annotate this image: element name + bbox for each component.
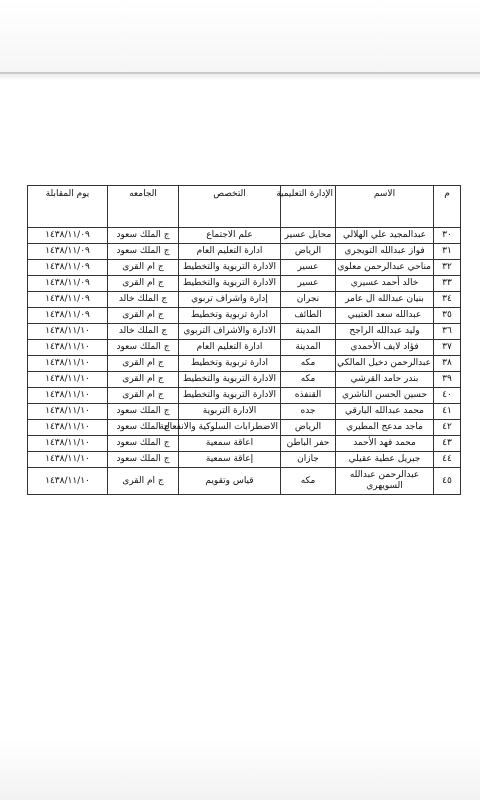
cell-interview-date: ١٤٣٨/١١/٠٩ bbox=[28, 292, 108, 308]
cell-specialization: ادارة التعليم العام bbox=[179, 340, 281, 356]
table-row bbox=[28, 308, 461, 324]
cell-name: مناحي عبدالرحمن معلوي bbox=[336, 260, 434, 276]
cell-university: ج الملك سعود bbox=[108, 228, 179, 244]
cell-university: ج الملك سعود bbox=[108, 420, 179, 436]
cell-number: ٤٣ bbox=[434, 436, 461, 452]
cell-number: ٣٧ bbox=[434, 340, 461, 356]
cell-number: ٣١ bbox=[434, 244, 461, 260]
cell-admin: جده bbox=[281, 404, 336, 420]
cell-name: عبدالرحمن دخيل المالكي bbox=[336, 356, 434, 372]
cell-interview-date: ١٤٣٨/١١/١٠ bbox=[28, 372, 108, 388]
cell-admin: مكه bbox=[281, 356, 336, 372]
cell-admin: عسير bbox=[281, 260, 336, 276]
cell-admin: المدينة bbox=[281, 340, 336, 356]
cell-interview-date: ١٤٣٨/١١/١٠ bbox=[28, 436, 108, 452]
cell-number: ٣٩ bbox=[434, 372, 461, 388]
cell-specialization: الادارة والاشراف التربوي bbox=[179, 324, 281, 340]
cell-interview-date: ١٤٣٨/١١/١٠ bbox=[28, 340, 108, 356]
col-header-name: الاسم bbox=[336, 186, 434, 228]
cell-university: ج الملك سعود bbox=[108, 244, 179, 260]
cell-number: ٣٢ bbox=[434, 260, 461, 276]
cell-interview-date: ١٤٣٨/١١/١٠ bbox=[28, 468, 108, 495]
table-row bbox=[28, 228, 461, 244]
cell-admin: محايل عسير bbox=[281, 228, 336, 244]
cell-admin: نجران bbox=[281, 292, 336, 308]
cell-number: ٣٦ bbox=[434, 324, 461, 340]
cell-university: ج الملك سعود bbox=[108, 340, 179, 356]
cell-interview-date: ١٤٣٨/١١/٠٩ bbox=[28, 260, 108, 276]
cell-specialization: علم الاجتماع bbox=[179, 228, 281, 244]
cell-specialization: ادارة تربوية وتخطيط bbox=[179, 356, 281, 372]
cell-university: ج ام القرى bbox=[108, 388, 179, 404]
table-row bbox=[28, 404, 461, 420]
cell-university: ج ام القرى bbox=[108, 276, 179, 292]
cell-admin: الرياض bbox=[281, 420, 336, 436]
cell-university: ج الملك سعود bbox=[108, 404, 179, 420]
table-row bbox=[28, 276, 461, 292]
cell-name: عبدالله سعد العتيبي bbox=[336, 308, 434, 324]
table-row bbox=[28, 468, 461, 495]
cell-admin: الطائف bbox=[281, 308, 336, 324]
cell-interview-date: ١٤٣٨/١١/٠٩ bbox=[28, 244, 108, 260]
cell-number: ٣٤ bbox=[434, 292, 461, 308]
cell-admin: مكه bbox=[281, 372, 336, 388]
cell-specialization: قياس وتقويم bbox=[179, 468, 281, 495]
cell-specialization: الاضطرابات السلوكية والانفعالية bbox=[179, 420, 281, 436]
cell-number: ٣٨ bbox=[434, 356, 461, 372]
cell-number: ٤٥ bbox=[434, 468, 461, 495]
cell-university: ج الملك سعود bbox=[108, 452, 179, 468]
cell-number: ٣٣ bbox=[434, 276, 461, 292]
cell-admin: القنفذه bbox=[281, 388, 336, 404]
cell-interview-date: ١٤٣٨/١١/١٠ bbox=[28, 452, 108, 468]
cell-name: فواز عبدالله التويجري bbox=[336, 244, 434, 260]
cell-admin: المدينة bbox=[281, 324, 336, 340]
col-header-university: الجامعه bbox=[108, 186, 179, 228]
cell-name: فؤاد لايف الأحمدي bbox=[336, 340, 434, 356]
cell-university: ج ام القرى bbox=[108, 356, 179, 372]
cell-interview-date: ١٤٣٨/١١/٠٩ bbox=[28, 276, 108, 292]
cell-admin: جازان bbox=[281, 452, 336, 468]
cell-number: ٣٠ bbox=[434, 228, 461, 244]
cell-specialization: اعاقة سمعية bbox=[179, 436, 281, 452]
cell-specialization: ادارة تربوية وتخطيط bbox=[179, 308, 281, 324]
cell-name: محمد عبدالله البارقي bbox=[336, 404, 434, 420]
cell-name: بنيان عبدالله ال عامر bbox=[336, 292, 434, 308]
table-row bbox=[28, 244, 461, 260]
table-row bbox=[28, 292, 461, 308]
col-header-specialization: التخصص bbox=[179, 186, 281, 228]
cell-specialization: إعاقة سمعية bbox=[179, 452, 281, 468]
cell-interview-date: ١٤٣٨/١١/٠٩ bbox=[28, 228, 108, 244]
page-bottom-shadow bbox=[0, 740, 480, 800]
cell-specialization: الادارة التربوية والتخطيط bbox=[179, 388, 281, 404]
table-row bbox=[28, 260, 461, 276]
cell-specialization: الادارة التربوية والتخطيط bbox=[179, 260, 281, 276]
col-header-number: م bbox=[434, 186, 461, 228]
table-row bbox=[28, 356, 461, 372]
cell-university: ج ام القرى bbox=[108, 372, 179, 388]
cell-name: جبريل عطية عقيلي bbox=[336, 452, 434, 468]
cell-name: حسين الحسن الناشري bbox=[336, 388, 434, 404]
table-row bbox=[28, 372, 461, 388]
cell-interview-date: ١٤٣٨/١١/٠٩ bbox=[28, 308, 108, 324]
cell-university: ج الملك سعود bbox=[108, 436, 179, 452]
cell-name: عبدالمجيد علي الهلالي bbox=[336, 228, 434, 244]
col-header-interview-date: يوم المقابلة bbox=[28, 186, 108, 228]
cell-interview-date: ١٤٣٨/١١/١٠ bbox=[28, 356, 108, 372]
cell-admin: عسير bbox=[281, 276, 336, 292]
table-row bbox=[28, 388, 461, 404]
cell-interview-date: ١٤٣٨/١١/١٠ bbox=[28, 324, 108, 340]
candidates-table bbox=[27, 185, 461, 495]
cell-university: ج ام القرى bbox=[108, 468, 179, 495]
table-row bbox=[28, 436, 461, 452]
cell-specialization: ادارة التعليم العام bbox=[179, 244, 281, 260]
cell-university: ج ام القرى bbox=[108, 308, 179, 324]
cell-name: ماجد مدعج المطيري bbox=[336, 420, 434, 436]
cell-university: ج الملك خالد bbox=[108, 292, 179, 308]
cell-specialization: الادارة التربوية والتخطيط bbox=[179, 276, 281, 292]
cell-name: عبدالرحمن عبدالله السويهري bbox=[336, 468, 434, 495]
cell-interview-date: ١٤٣٨/١١/١٠ bbox=[28, 420, 108, 436]
cell-university: ج ام القرى bbox=[108, 260, 179, 276]
cell-name: وليد عبدالله الراجح bbox=[336, 324, 434, 340]
cell-admin: الرياض bbox=[281, 244, 336, 260]
cell-specialization: الادارة التربوية bbox=[179, 404, 281, 420]
cell-university: ج الملك خالد bbox=[108, 324, 179, 340]
cell-specialization: إدارة واشراف تربوي bbox=[179, 292, 281, 308]
table-row bbox=[28, 452, 461, 468]
cell-number: ٤١ bbox=[434, 404, 461, 420]
cell-number: ٤٤ bbox=[434, 452, 461, 468]
table-row bbox=[28, 340, 461, 356]
cell-name: محمد فهد الأحمد bbox=[336, 436, 434, 452]
table-header-row bbox=[28, 186, 461, 228]
cell-admin: حفر الباطن bbox=[281, 436, 336, 452]
cell-interview-date: ١٤٣٨/١١/١٠ bbox=[28, 388, 108, 404]
cell-interview-date: ١٤٣٨/١١/١٠ bbox=[28, 404, 108, 420]
cell-admin: مكه bbox=[281, 468, 336, 495]
table-row bbox=[28, 324, 461, 340]
page-edge-shadow bbox=[0, 74, 480, 80]
cell-specialization: الادارة التربوية والتخطيط bbox=[179, 372, 281, 388]
table-row bbox=[28, 420, 461, 436]
cell-number: ٣٥ bbox=[434, 308, 461, 324]
cell-number: ٤٠ bbox=[434, 388, 461, 404]
viewer-top-area bbox=[0, 0, 480, 72]
col-header-admin: الإدارة التعليمية bbox=[281, 186, 336, 228]
cell-number: ٤٢ bbox=[434, 420, 461, 436]
cell-name: بندر حامد القرشي bbox=[336, 372, 434, 388]
cell-name: خالد أحمد عسيري bbox=[336, 276, 434, 292]
